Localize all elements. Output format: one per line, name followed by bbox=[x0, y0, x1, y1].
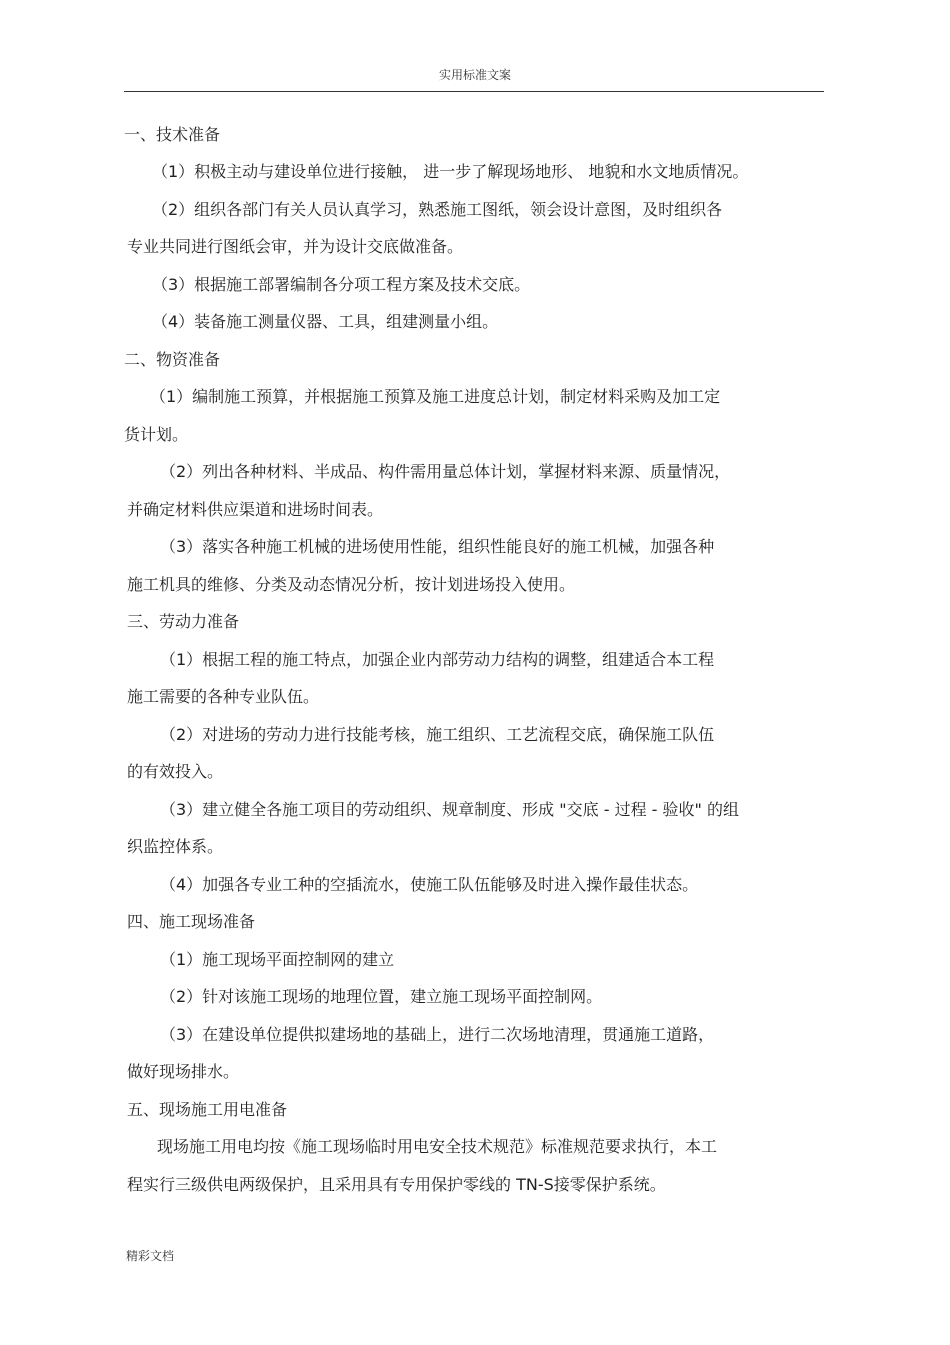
paragraph-line: （3）在建设单位提供拟建场地的基础上，进行二次场地清理，贯通施工道路， bbox=[160, 1025, 715, 1044]
paragraph-line: （2）对进场的劳动力进行技能考核，施工组织、工艺流程交底，确保施工队伍 bbox=[160, 725, 715, 744]
paragraph-line: （1）积极主动与建设单位进行接触， 进一步了解现场地形、 地貌和水文地质情况。 bbox=[152, 162, 749, 181]
paragraph-line: （2）针对该施工现场的地理位置，建立施工现场平面控制网。 bbox=[160, 987, 603, 1006]
paragraph-line: （1）施工现场平面控制网的建立 bbox=[160, 950, 395, 969]
paragraph-line: 并确定材料供应渠道和进场时间表。 bbox=[127, 500, 384, 519]
header-divider bbox=[124, 91, 824, 92]
paragraph-line: （4）加强各专业工种的空插流水，使施工队伍能够及时进入操作最佳状态。 bbox=[160, 875, 699, 894]
paragraph-line: （1）编制施工预算，并根据施工预算及施工进度总计划，制定材料采购及加工定 bbox=[150, 387, 721, 406]
paragraph-line: （1）根据工程的施工特点，加强企业内部劳动力结构的调整，组建适合本工程 bbox=[160, 650, 715, 669]
paragraph-line: 现场施工用电均按《施工现场临时用电安全技术规范》标准规范要求执行，本工 bbox=[157, 1137, 718, 1156]
paragraph-line: （2）组织各部门有关人员认真学习，熟悉施工图纸，领会设计意图，及时组织各 bbox=[152, 200, 723, 219]
section-heading: 二、物资准备 bbox=[124, 350, 221, 369]
paragraph-line: 施工机具的维修、分类及动态情况分析，按计划进场投入使用。 bbox=[127, 575, 576, 594]
paragraph-line: 的有效投入。 bbox=[127, 762, 224, 781]
paragraph-line: 程实行三级供电两级保护，且采用具有专用保护零线的 TN-S接零保护系统。 bbox=[127, 1175, 666, 1194]
page-header: 实用标准文案 bbox=[438, 68, 511, 82]
paragraph-line: 专业共同进行图纸会审，并为设计交底做准备。 bbox=[127, 237, 464, 256]
paragraph-line: 织监控体系。 bbox=[127, 837, 224, 856]
section-heading: 一、技术准备 bbox=[124, 125, 221, 144]
paragraph-line: （3）建立健全各施工项目的劳动组织、规章制度、形成 "交底 - 过程 - 验收" 的组 bbox=[160, 800, 739, 819]
paragraph-line: 施工需要的各种专业队伍。 bbox=[127, 687, 320, 706]
paragraph-line: 做好现场排水。 bbox=[127, 1062, 240, 1081]
section-heading: 三、劳动力准备 bbox=[127, 612, 240, 631]
paragraph-line: 货计划。 bbox=[124, 425, 189, 444]
section-heading: 五、现场施工用电准备 bbox=[127, 1100, 288, 1119]
section-heading: 四、施工现场准备 bbox=[127, 912, 256, 931]
paragraph-line: （3）落实各种施工机械的进场使用性能，组织性能良好的施工机械，加强各种 bbox=[160, 537, 715, 556]
paragraph-line: （4）装备施工测量仪器、工具，组建测量小组。 bbox=[152, 312, 499, 331]
paragraph-line: （3）根据施工部署编制各分项工程方案及技术交底。 bbox=[152, 275, 531, 294]
paragraph-line: （2）列出各种材料、半成品、构件需用量总体计划，掌握材料来源、质量情况， bbox=[160, 462, 731, 481]
page-footer: 精彩文档 bbox=[126, 1249, 175, 1263]
